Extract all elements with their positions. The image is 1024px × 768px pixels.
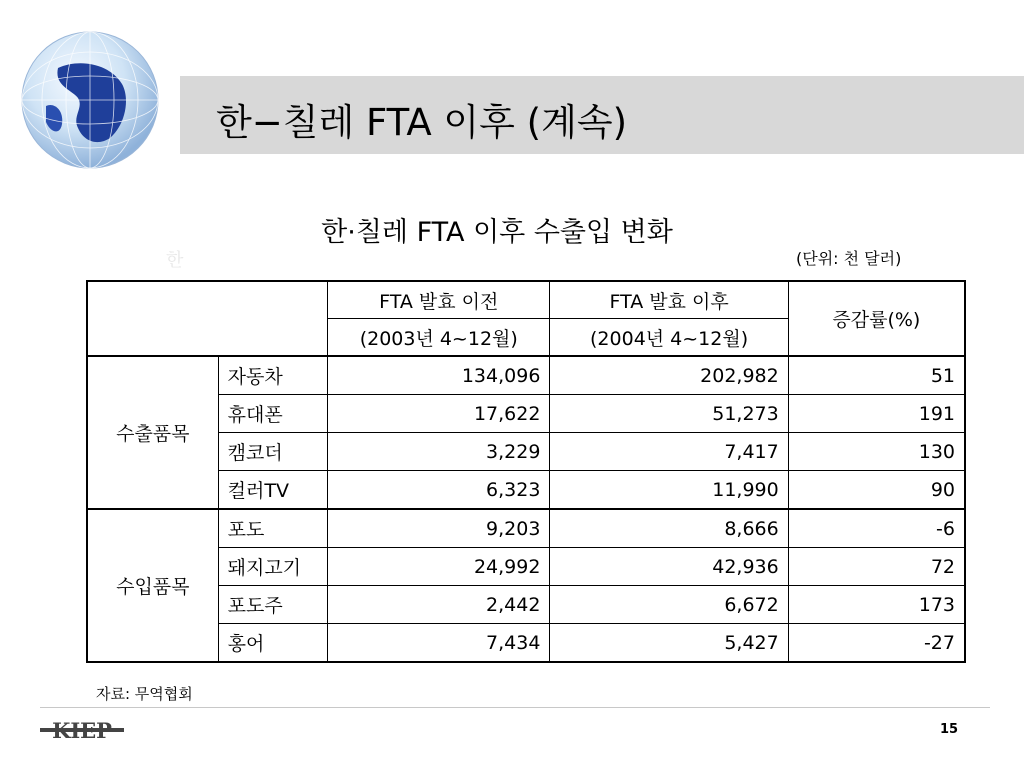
- value-after: 7,417: [550, 433, 788, 471]
- value-after: 5,427: [550, 624, 788, 663]
- header-before-line2: (2003년 4~12월): [328, 319, 550, 357]
- header-after-line2: (2004년 4~12월): [550, 319, 788, 357]
- value-before: 2,442: [328, 586, 550, 624]
- value-before: 9,203: [328, 509, 550, 548]
- change-rate: -6: [788, 509, 965, 548]
- change-rate: 130: [788, 433, 965, 471]
- table-row: [87, 624, 965, 663]
- trade-change-table: [86, 280, 966, 663]
- header-before-line1: FTA 발효 이전: [328, 281, 550, 319]
- change-rate: 51: [788, 356, 965, 395]
- item-name: 돼지고기: [218, 548, 327, 586]
- value-after: 51,273: [550, 395, 788, 433]
- change-rate: 191: [788, 395, 965, 433]
- faint-watermark-text: 한: [166, 250, 184, 271]
- table-row: [87, 548, 965, 586]
- table-header-row: [87, 281, 965, 319]
- item-name: 캠코더: [218, 433, 327, 471]
- item-name: 포도주: [218, 586, 327, 624]
- value-after: 6,672: [550, 586, 788, 624]
- item-name: 휴대폰: [218, 395, 327, 433]
- value-after: 202,982: [550, 356, 788, 395]
- header-empty-cell: [87, 281, 328, 356]
- unit-label: (단위: 천 달러): [796, 249, 902, 268]
- value-before: 24,992: [328, 548, 550, 586]
- page-number: 15: [940, 722, 959, 737]
- globe-logo-icon: [18, 28, 162, 172]
- change-rate: 173: [788, 586, 965, 624]
- table-row: [87, 586, 965, 624]
- item-name: 자동차: [218, 356, 327, 395]
- change-rate: 72: [788, 548, 965, 586]
- value-after: 11,990: [550, 471, 788, 510]
- table-caption: 한·칠레 FTA 이후 수출입 변화: [321, 217, 673, 248]
- item-name: 포도: [218, 509, 327, 548]
- table-row: [87, 356, 965, 395]
- value-before: 3,229: [328, 433, 550, 471]
- table-row: [87, 509, 965, 548]
- change-rate: -27: [788, 624, 965, 663]
- source-note: 자료: 무역협회: [96, 685, 193, 703]
- group-label-import: 수입품목: [87, 509, 218, 662]
- table-row: [87, 395, 965, 433]
- table-row: [87, 471, 965, 510]
- value-after: 42,936: [550, 548, 788, 586]
- table-row: [87, 433, 965, 471]
- value-before: 17,622: [328, 395, 550, 433]
- footer-divider: [40, 707, 990, 708]
- title-band: [180, 76, 1024, 154]
- value-before: 134,096: [328, 356, 550, 395]
- change-rate: 90: [788, 471, 965, 510]
- header-after-line1: FTA 발효 이후: [550, 281, 788, 319]
- value-before: 6,323: [328, 471, 550, 510]
- slide-title: 한−칠레 FTA 이후 (계속): [216, 101, 628, 144]
- item-name: 컬러TV: [218, 471, 327, 510]
- item-name: 홍어: [218, 624, 327, 663]
- kiep-logo-text: KIEP: [52, 718, 112, 743]
- value-before: 7,434: [328, 624, 550, 663]
- kiep-logo-icon: [40, 715, 124, 745]
- group-label-export: 수출품목: [87, 356, 218, 509]
- value-after: 8,666: [550, 509, 788, 548]
- header-rate: 증감률(%): [788, 281, 965, 356]
